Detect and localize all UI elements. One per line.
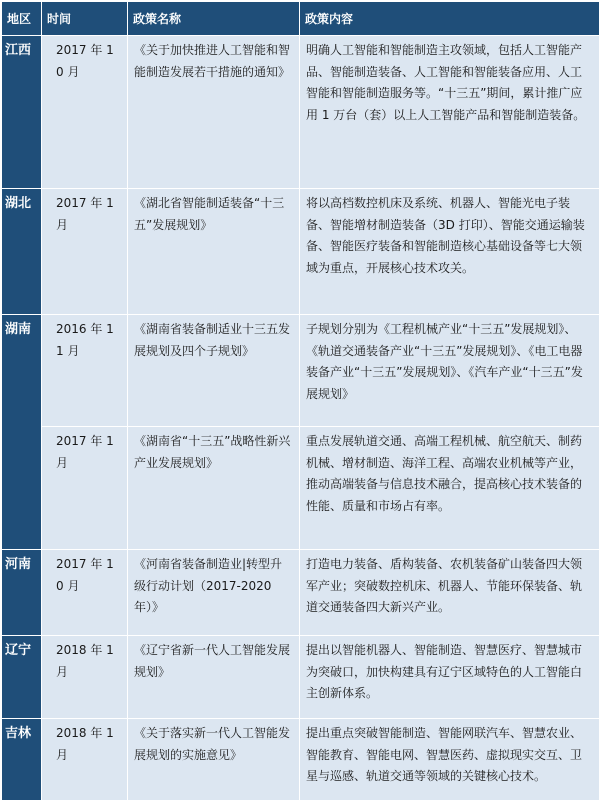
table-header-row bbox=[2, 2, 600, 36]
policy-name-cell: 《湖南省“十三五”战略性新兴产业发展规划》 bbox=[128, 427, 300, 550]
table-row bbox=[2, 427, 600, 550]
table-row bbox=[2, 550, 600, 636]
table-row bbox=[2, 315, 600, 427]
time-cell: 2016 年 11 月 bbox=[42, 315, 128, 427]
header-region: 地区 bbox=[2, 2, 42, 36]
policy-name-cell: 《河南省装备制造业|转型升级行动计划（2017-2020 年）》 bbox=[128, 550, 300, 636]
policy-content-cell: 子规划分别为《工程机械产业“十三五”发展规划》、《轨道交通装备产业“十三五”发展规划》、《电工电器装备产业“十三五”发展规划》、《汽车产业“十三五”发展规划》 bbox=[300, 315, 600, 427]
policy-content-cell: 明确人工智能和智能制造主攻领域，包括人工智能产品、智能制造装备、人工智能和智能装备应用、人工智能和智能制造服务等。“十三五”期间，累计推广应用 1 万台（套）以上人工智能产品和智能制造装备。 bbox=[300, 36, 600, 189]
region-cell: 吉林 bbox=[2, 719, 42, 801]
header-time: 时间 bbox=[42, 2, 128, 36]
time-cell: 2017 年 10 月 bbox=[42, 550, 128, 636]
table-row bbox=[2, 719, 600, 801]
policy-content-cell: 提出重点突破智能制造、智能网联汽车、智慧农业、智能教育、智能电网、智慧医药、虚拟现实交互、卫星与巡感、轨道交通等领域的关键核心技术。 bbox=[300, 719, 600, 801]
region-cell: 湖北 bbox=[2, 189, 42, 315]
region-cell: 河南 bbox=[2, 550, 42, 636]
policy-name-cell: 《关于加快推进人工智能和智能制造发展若干措施的通知》 bbox=[128, 36, 300, 189]
table-row bbox=[2, 36, 600, 189]
region-cell: 辽宁 bbox=[2, 636, 42, 719]
policy-content-cell: 将以高档数控机床及系统、机器人、智能光电子装备、智能增材制造装备（3D 打印）、智能交通运输装备、智能医疗装备和智能制造核心基础设备等七大领域为重点，开展核心技术攻关。 bbox=[300, 189, 600, 315]
time-cell: 2017 年 10 月 bbox=[42, 36, 128, 189]
policy-content-cell: 重点发展轨道交通、高端工程机械、航空航天、制药机械、增材制造、海洋工程、高端农业机械等产业，推动高端装备与信息技术融合，提高核心技术装备的性能、质量和市场占有率。 bbox=[300, 427, 600, 550]
time-cell: 2017 年 1 月 bbox=[42, 189, 128, 315]
header-policy-name: 政策名称 bbox=[128, 2, 300, 36]
policy-name-cell: 《湖北省智能制适装备“十三五”发展规划》 bbox=[128, 189, 300, 315]
region-cell: 江西 bbox=[2, 36, 42, 189]
region-cell: 湖南 bbox=[2, 315, 42, 550]
table-row bbox=[2, 189, 600, 315]
policy-name-cell: 《关于落实新一代人工智能发展规划的实施意见》 bbox=[128, 719, 300, 801]
time-cell: 2018 年 1 月 bbox=[42, 636, 128, 719]
policy-content-cell: 提出以智能机器人、智能制造、智慧医疗、智慧城市为突破口，加快构建具有辽宁区域特色的人工智能白主创新体系。 bbox=[300, 636, 600, 719]
time-cell: 2018 年 1 月 bbox=[42, 719, 128, 801]
policy-table bbox=[1, 1, 600, 801]
header-policy-content: 政策内容 bbox=[300, 2, 600, 36]
policy-name-cell: 《辽宁省新一代人工智能发展规划》 bbox=[128, 636, 300, 719]
policy-name-cell: 《湖南省装备制适业十三五发展规划及四个子规划》 bbox=[128, 315, 300, 427]
table-row bbox=[2, 636, 600, 719]
policy-content-cell: 打造电力装备、盾构装备、农机装备矿山装备四大领军产业；突破数控机床、机器人、节能环保装备、轨道交通装备四大新兴产业。 bbox=[300, 550, 600, 636]
time-cell: 2017 年 1 月 bbox=[42, 427, 128, 550]
